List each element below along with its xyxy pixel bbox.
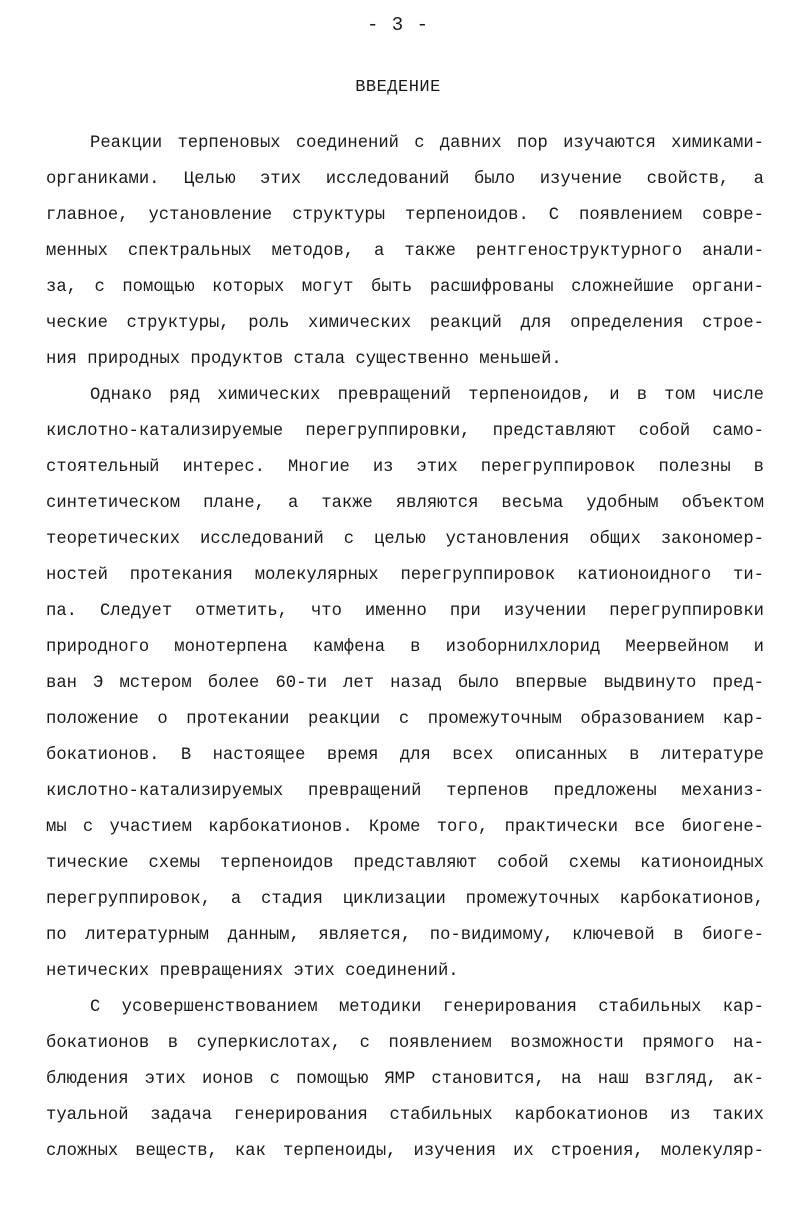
text-line: С усовершенствованием методики генерирования стабильных кар-: [90, 998, 764, 1017]
text-line: сложных веществ, как терпеноиды, изучения их строения, молекуляр-: [46, 1142, 764, 1161]
text-line: перегруппировок, а стадия циклизации промежуточных карбокатионов,: [46, 890, 764, 909]
text-line: па. Следует отметить, что именно при изучении перегруппировки: [46, 602, 764, 621]
text-line: синтетическом плане, а также являются весьма удобным объектом: [46, 494, 764, 513]
text-line: природного монотерпена камфена в изоборнилхлорид Меервейном и: [46, 638, 764, 657]
text-line: кислотно-катализируемые перегруппировки, представляют собой само-: [46, 422, 764, 441]
text-line: ния природных продуктов стала существенно меньшей.: [46, 350, 562, 369]
text-line: главное, установление структуры терпеноидов. С появлением совре-: [46, 206, 764, 225]
text-line: нетических превращениях этих соединений.: [46, 962, 459, 981]
text-line: Реакции терпеновых соединений с давних пор изучаются химиками-: [90, 134, 764, 153]
page-number: - 3 -: [366, 14, 429, 36]
section-heading: ВВЕДЕНИЕ: [355, 78, 441, 97]
text-line: по литературным данным, является, по-видимому, ключевой в биоге-: [46, 926, 764, 945]
text-line: блюдения этих ионов с помощью ЯМР становится, на наш взгляд, ак-: [46, 1070, 764, 1089]
text-line: Однако ряд химических превращений терпеноидов, и в том числе: [90, 386, 764, 405]
text-line: за, с помощью которых могут быть расшифрованы сложнейшие органи-: [46, 278, 764, 297]
text-line: теоретических исследований с целью установления общих закономер-: [46, 530, 764, 549]
text-line: кислотно-катализируемых превращений терпенов предложены механиз-: [46, 782, 764, 801]
text-line: органиками. Целью этих исследований было изучение свойств, а: [46, 170, 764, 189]
text-line: ван Э мстером более 60-ти лет назад было впервые выдвинуто пред-: [46, 674, 764, 693]
text-line: менных спектральных методов, а также рентгеноструктурного анали-: [46, 242, 764, 261]
text-line: мы с участием карбокатионов. Кроме того, практически все биогене-: [46, 818, 764, 837]
text-line: ностей протекания молекулярных перегруппировок катионоидного ти-: [46, 566, 764, 585]
text-line: бокатионов. В настоящее время для всех описанных в литературе: [46, 746, 764, 765]
text-line: туальной задача генерирования стабильных карбокатионов из таких: [46, 1106, 764, 1125]
text-line: положение о протекании реакции с промежуточным образованием кар-: [46, 710, 764, 729]
text-line: тические схемы терпеноидов представляют собой схемы катионоидных: [46, 854, 764, 873]
text-line: бокатионов в суперкислотах, с появлением возможности прямого на-: [46, 1034, 764, 1053]
text-line: стоятельный интерес. Многие из этих перегруппировок полезны в: [46, 458, 764, 477]
text-line: ческие структуры, роль химических реакций для определения строе-: [46, 314, 764, 333]
